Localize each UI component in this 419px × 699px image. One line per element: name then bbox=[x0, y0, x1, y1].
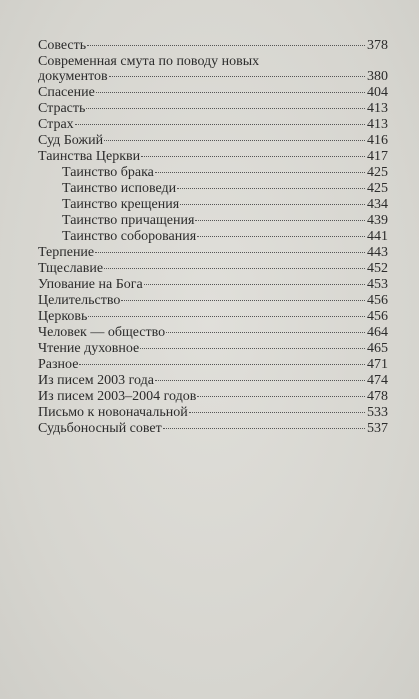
toc-entry-title: Современная смута по поводу новых bbox=[38, 54, 260, 69]
toc-entry-title: Таинство брака bbox=[62, 165, 154, 180]
toc-page-number: 378 bbox=[367, 38, 388, 53]
toc-entry-title: Совесть bbox=[38, 38, 87, 53]
dot-leader bbox=[177, 187, 365, 189]
dot-leader bbox=[86, 107, 365, 109]
toc-entry bbox=[38, 309, 388, 324]
dot-leader bbox=[75, 123, 365, 125]
toc-entry bbox=[38, 357, 388, 372]
dot-leader bbox=[144, 283, 365, 285]
toc-page-number: 478 bbox=[367, 389, 388, 404]
dot-leader bbox=[87, 44, 365, 46]
dot-leader bbox=[155, 379, 365, 381]
dot-leader bbox=[121, 299, 365, 301]
toc-entry-title: Тщеславие bbox=[38, 261, 104, 276]
toc-page-number: 464 bbox=[367, 325, 388, 340]
toc-entry-title: Суд Божий bbox=[38, 133, 104, 148]
toc-entry bbox=[38, 405, 388, 420]
dot-leader bbox=[141, 155, 365, 157]
toc-entry bbox=[38, 85, 388, 100]
toc-entry bbox=[38, 117, 388, 132]
toc-entry bbox=[38, 277, 388, 292]
toc-page-number: 453 bbox=[367, 277, 388, 292]
toc-page-number: 456 bbox=[367, 309, 388, 324]
toc-page-number: 441 bbox=[367, 229, 388, 244]
toc-page-number: 413 bbox=[367, 101, 388, 116]
toc-entry bbox=[38, 293, 388, 308]
toc-subentry bbox=[38, 229, 388, 244]
dot-leader bbox=[195, 219, 365, 221]
toc-page-number: 380 bbox=[367, 69, 388, 84]
toc-page-number: 425 bbox=[367, 181, 388, 196]
toc-entry bbox=[38, 54, 388, 84]
toc-entry-title: Таинство крещения bbox=[62, 197, 180, 212]
toc-page-number: 452 bbox=[367, 261, 388, 276]
dot-leader bbox=[104, 139, 365, 141]
dot-leader bbox=[95, 251, 365, 253]
dot-leader bbox=[79, 363, 365, 365]
toc-page-number: 471 bbox=[367, 357, 388, 372]
toc-entry-title: Письмо к новоначальной bbox=[38, 405, 188, 420]
dot-leader bbox=[104, 267, 365, 269]
toc-entry-title: Спасение bbox=[38, 85, 95, 100]
dot-leader bbox=[197, 395, 365, 397]
dot-leader bbox=[197, 235, 365, 237]
dot-leader bbox=[166, 331, 365, 333]
toc-entry-title: Таинство соборования bbox=[62, 229, 197, 244]
toc-page-number: 474 bbox=[367, 373, 388, 388]
toc-entry bbox=[38, 261, 388, 276]
toc-entry-title: Чтение духовное bbox=[38, 341, 140, 356]
toc-page-number: 456 bbox=[367, 293, 388, 308]
dot-leader bbox=[189, 411, 365, 413]
dot-leader bbox=[96, 91, 365, 93]
toc-entry bbox=[38, 245, 388, 260]
toc-entry bbox=[38, 101, 388, 116]
toc-entry-title: Страсть bbox=[38, 101, 86, 116]
toc-entry-title: Таинство исповеди bbox=[62, 181, 177, 196]
dot-leader bbox=[88, 315, 365, 317]
toc-entry-title: Разное bbox=[38, 357, 79, 372]
toc-entry bbox=[38, 325, 388, 340]
toc-entry-title: Церковь bbox=[38, 309, 88, 324]
toc-page-number: 404 bbox=[367, 85, 388, 100]
dot-leader bbox=[140, 347, 365, 349]
toc-page-number: 537 bbox=[367, 421, 388, 436]
toc-entry-title: Страх bbox=[38, 117, 74, 132]
toc-entry-title: Целительство bbox=[38, 293, 121, 308]
toc-page-number: 434 bbox=[367, 197, 388, 212]
toc-page-number: 425 bbox=[367, 165, 388, 180]
toc-entry-title: Таинство причащения bbox=[62, 213, 195, 228]
toc-page-number: 417 bbox=[367, 149, 388, 164]
toc-entry bbox=[38, 149, 388, 164]
toc-page-number: 439 bbox=[367, 213, 388, 228]
toc-page-number: 533 bbox=[367, 405, 388, 420]
toc-entry bbox=[38, 133, 388, 148]
toc-entry-title: Терпение bbox=[38, 245, 95, 260]
dot-leader bbox=[163, 427, 365, 429]
toc-page-number: 413 bbox=[367, 117, 388, 132]
toc-entry-title: Судьбоносный совет bbox=[38, 421, 162, 436]
toc-entry-title: Из писем 2003–2004 годов bbox=[38, 389, 197, 404]
dot-leader bbox=[180, 203, 365, 205]
toc-entry-title: Упование на Бога bbox=[38, 277, 143, 292]
toc-entry-title-continued: документов bbox=[38, 69, 108, 84]
toc-entry-title: Из писем 2003 года bbox=[38, 373, 154, 388]
toc-page-number: 465 bbox=[367, 341, 388, 356]
toc-subentry bbox=[38, 181, 388, 196]
toc-entry-title: Таинства Церкви bbox=[38, 149, 141, 164]
toc-subentry bbox=[38, 165, 388, 180]
toc-page-number: 443 bbox=[367, 245, 388, 260]
toc-subentry bbox=[38, 213, 388, 228]
toc-page-number: 416 bbox=[367, 133, 388, 148]
toc-entry bbox=[38, 389, 388, 404]
toc-entry bbox=[38, 421, 388, 436]
toc-entry-title: Человек — общество bbox=[38, 325, 166, 340]
dot-leader bbox=[109, 75, 365, 77]
toc-subentry bbox=[38, 197, 388, 212]
toc-entry bbox=[38, 38, 388, 53]
toc-entry bbox=[38, 341, 388, 356]
dot-leader bbox=[155, 171, 365, 173]
toc-entry bbox=[38, 373, 388, 388]
table-of-contents bbox=[38, 38, 388, 437]
